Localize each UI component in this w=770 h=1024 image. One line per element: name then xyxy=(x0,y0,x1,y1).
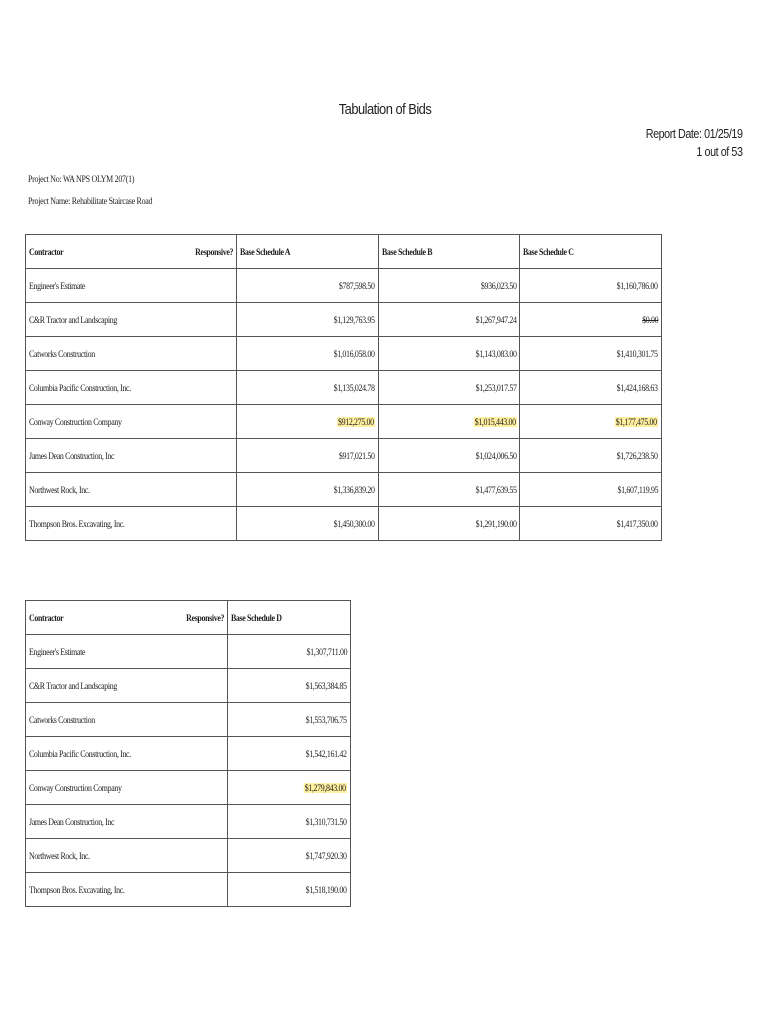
bid-schedule-c xyxy=(520,303,662,337)
bid-schedule-b: $1,477,639.55 xyxy=(378,473,520,507)
responsive-cell xyxy=(187,507,237,541)
low-bid-highlight: $1,015,443.00 xyxy=(474,416,516,427)
contractor-name: Thompson Bros. Excavating, Inc. xyxy=(26,507,188,541)
bid-schedule-c: $1,726,238.50 xyxy=(520,439,662,473)
bid-table-schedules-abc xyxy=(25,234,662,541)
bid-schedule-a: $917,021.50 xyxy=(237,439,379,473)
table-header-row xyxy=(26,601,351,635)
project-number: Project No: WA NPS OLYM 207(1) xyxy=(28,174,135,184)
contractor-name: Columbia Pacific Construction, Inc. xyxy=(26,737,178,771)
contractor-name: James Dean Construction, Inc xyxy=(26,439,188,473)
report-date: Report Date: 01/25/19 xyxy=(645,127,742,141)
table-row xyxy=(26,805,351,839)
report-title: Tabulation of Bids xyxy=(338,101,432,118)
bid-schedule-a xyxy=(237,405,379,439)
header-schedule-b: Base Schedule B xyxy=(378,235,520,269)
table-row xyxy=(26,371,662,405)
contractor-name: Engineer's Estimate xyxy=(26,269,188,303)
responsive-cell xyxy=(187,439,237,473)
responsive-cell xyxy=(178,737,228,771)
contractor-name: Catworks Construction xyxy=(26,703,178,737)
responsive-cell xyxy=(178,669,228,703)
low-bid-highlight: $1,177,475.00 xyxy=(616,416,658,427)
table-row xyxy=(26,269,662,303)
table-row xyxy=(26,873,351,907)
contractor-name: James Dean Construction, Inc xyxy=(26,805,178,839)
bid-schedule-d: $1,553,706.75 xyxy=(227,703,350,737)
low-bid-highlight: $1,279,843.00 xyxy=(305,782,347,793)
header-schedule-d: Base Schedule D xyxy=(227,601,350,635)
bid-schedule-a: $1,016,058.00 xyxy=(237,337,379,371)
bid-schedule-c: $1,410,301.75 xyxy=(520,337,662,371)
header-schedule-c: Base Schedule C xyxy=(520,235,662,269)
bid-schedule-d: $1,307,711.00 xyxy=(227,635,350,669)
bid-schedule-c: $1,160,786.00 xyxy=(520,269,662,303)
header-contractor: Contractor xyxy=(26,235,188,269)
bid-schedule-d: $1,747,920.30 xyxy=(227,839,350,873)
struck-bid-value: $0.00 xyxy=(641,314,658,325)
bid-schedule-a: $1,450,300.00 xyxy=(237,507,379,541)
table-row xyxy=(26,473,662,507)
header-responsive: Responsive? xyxy=(187,235,237,269)
table-row xyxy=(26,737,351,771)
bid-schedule-c: $1,424,168.63 xyxy=(520,371,662,405)
bid-schedule-a: $1,135,024.78 xyxy=(237,371,379,405)
contractor-name: Engineer's Estimate xyxy=(26,635,178,669)
bid-schedule-a: $1,336,839.20 xyxy=(237,473,379,507)
contractor-name: Conway Construction Company xyxy=(26,405,188,439)
header-schedule-a: Base Schedule A xyxy=(237,235,379,269)
bid-schedule-b: $1,024,006.50 xyxy=(378,439,520,473)
table-row xyxy=(26,635,351,669)
header-contractor: Contractor xyxy=(26,601,178,635)
table-row xyxy=(26,337,662,371)
responsive-cell xyxy=(178,839,228,873)
responsive-cell xyxy=(178,771,228,805)
bid-schedule-d xyxy=(227,771,350,805)
responsive-cell xyxy=(187,269,237,303)
bid-schedule-b: $1,267,947.24 xyxy=(378,303,520,337)
contractor-name: C&R Tractor and Landscaping xyxy=(26,669,178,703)
contractor-name: Northwest Rock, Inc. xyxy=(26,839,178,873)
table-row xyxy=(26,669,351,703)
bid-schedule-b: $1,143,083.00 xyxy=(378,337,520,371)
header-responsive: Responsive? xyxy=(178,601,228,635)
responsive-cell xyxy=(187,303,237,337)
bid-schedule-c xyxy=(520,405,662,439)
bid-schedule-b: $936,023.50 xyxy=(378,269,520,303)
contractor-name: Columbia Pacific Construction, Inc. xyxy=(26,371,188,405)
responsive-cell xyxy=(187,405,237,439)
responsive-cell xyxy=(178,703,228,737)
bid-schedule-d: $1,542,161.42 xyxy=(227,737,350,771)
contractor-name: Conway Construction Company xyxy=(26,771,178,805)
bid-schedule-d: $1,518,190.00 xyxy=(227,873,350,907)
table-row xyxy=(26,439,662,473)
responsive-cell xyxy=(178,635,228,669)
bid-schedule-c: $1,417,350.00 xyxy=(520,507,662,541)
table-row xyxy=(26,507,662,541)
bid-schedule-b: $1,253,017.57 xyxy=(378,371,520,405)
bid-schedule-b: $1,291,190.00 xyxy=(378,507,520,541)
responsive-cell xyxy=(187,473,237,507)
contractor-name: Northwest Rock, Inc. xyxy=(26,473,188,507)
bid-schedule-d: $1,563,384.85 xyxy=(227,669,350,703)
bid-schedule-d: $1,310,731.50 xyxy=(227,805,350,839)
responsive-cell xyxy=(187,371,237,405)
bid-schedule-a: $787,598.50 xyxy=(237,269,379,303)
bid-schedule-a: $1,129,763.95 xyxy=(237,303,379,337)
table-row xyxy=(26,703,351,737)
responsive-cell xyxy=(178,873,228,907)
contractor-name: Catworks Construction xyxy=(26,337,188,371)
table-row xyxy=(26,839,351,873)
responsive-cell xyxy=(187,337,237,371)
table-row xyxy=(26,771,351,805)
bid-table-schedule-d xyxy=(25,600,351,907)
contractor-name: C&R Tractor and Landscaping xyxy=(26,303,188,337)
project-name: Project Name: Rehabilitate Staircase Road xyxy=(28,196,153,206)
page-count: 1 out of 53 xyxy=(695,145,742,159)
report-meta xyxy=(645,125,742,161)
low-bid-highlight: $912,275.00 xyxy=(338,416,374,427)
responsive-cell xyxy=(178,805,228,839)
bid-schedule-c: $1,607,119.95 xyxy=(520,473,662,507)
contractor-name: Thompson Bros. Excavating, Inc. xyxy=(26,873,178,907)
table-row xyxy=(26,405,662,439)
bid-schedule-b xyxy=(378,405,520,439)
table-header-row xyxy=(26,235,662,269)
table-row xyxy=(26,303,662,337)
